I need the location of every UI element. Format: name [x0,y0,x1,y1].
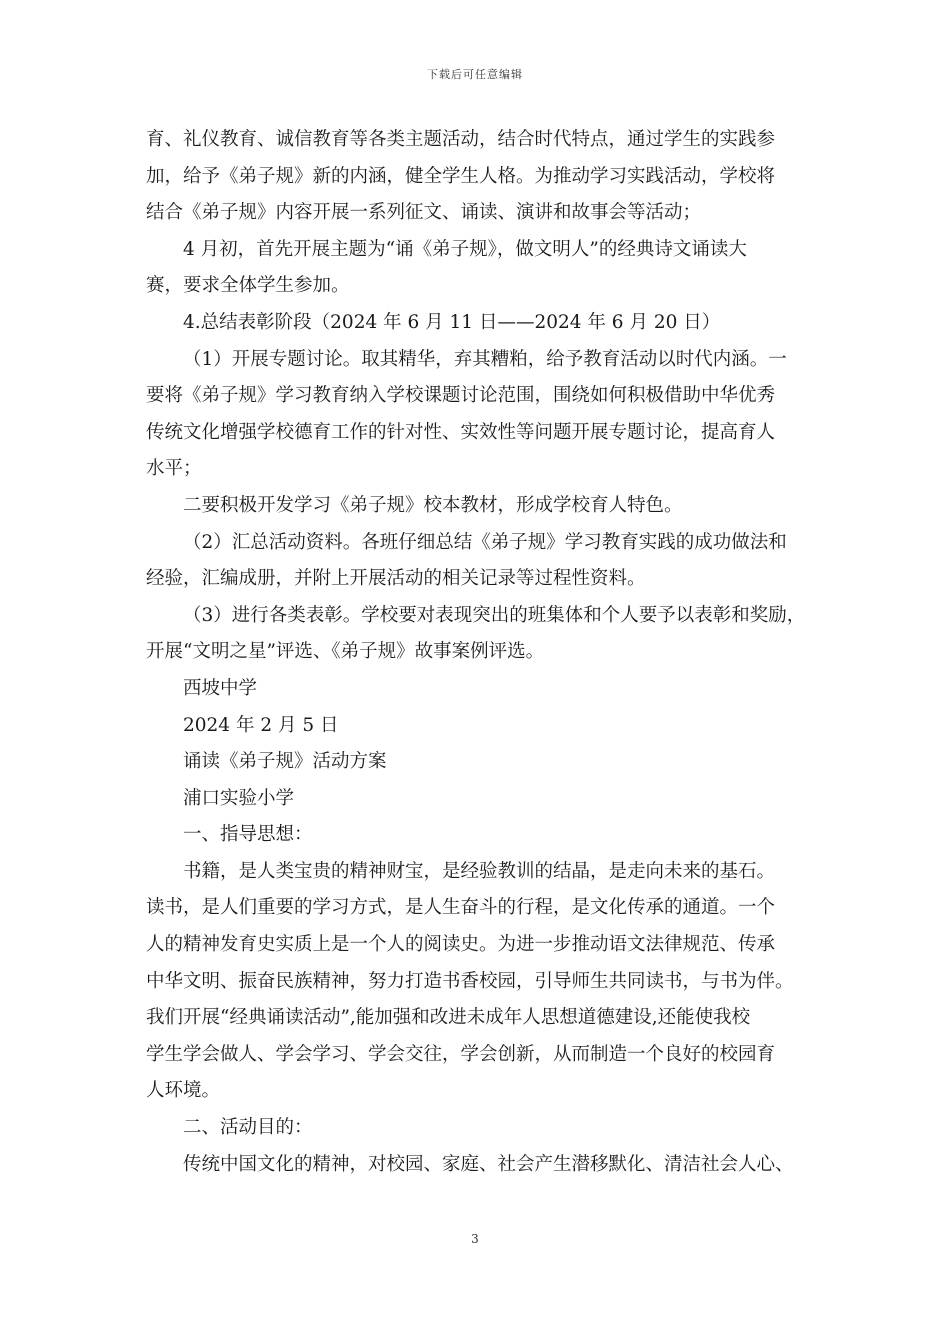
body-line: 开展“文明之星”评选、《弟子规》故事案例评选。 [146,641,545,663]
body-line: 赛，要求全体学生参加。 [146,275,350,297]
body-line: （2）汇总活动资料。各班仔细总结《弟子规》学习教育实践的成功做法和 [183,531,787,553]
body-line: 水平； [146,458,202,480]
body-line: 读书，是人们重要的学习方式，是人生奋斗的行程，是文化传承的通道。一个 [146,897,776,919]
body-line: 人的精神发育史实质上是一个人的阅读史。为进一步推动语文法律规范、传承 [146,934,776,956]
signature-school: 西坡中学 [183,677,258,699]
page-number: 3 [471,1232,479,1246]
body-line: 经验，汇编成册，并附上开展活动的相关记录等过程性资料。 [146,568,646,590]
body-line: 中华文明、振奋民族精神，努力打造书香校园，引导师生共同读书，与书为伴。 [146,970,794,992]
body-line: 加，给予《弟子规》新的内涵，健全学生人格。为推动学习实践活动，学校将 [146,165,776,187]
body-line: 书籍，是人类宝贵的精神财宝，是经验教训的结晶，是走向未来的基石。 [183,860,776,882]
body-line: （1）开展专题讨论。取其精华，弃其糟粕，给予教育活动以时代内涵。一 [183,348,787,370]
body-line: 育、礼仪教育、诚信教育等各类主题活动，结合时代特点，通过学生的实践参 [146,129,776,150]
body-line: 要将《弟子规》学习教育纳入学校课题讨论范围，围绕如何积极借助中华优秀 [146,385,776,407]
document-title: 诵读《弟子规》活动方案 [183,751,387,773]
section-heading: 4.总结表彰阶段（2024 年 6 月 11 日——2024 年 6 月 20 日） [183,311,721,333]
body-line: 传统中国文化的精神，对校园、家庭、社会产生潜移默化、清洁社会人心、 [183,1153,794,1175]
document-body [146,122,814,1183]
body-line: 4 月初，首先开展主题为“诵《弟子规》，做文明人”的经典诗文诵读大 [183,238,747,260]
signature-date: 2024 年 2 月 5 日 [183,714,339,736]
body-line: 人环境。 [146,1080,221,1102]
body-line: （3）进行各类表彰。学校要对表现突出的班集体和个人要予以表彰和奖励， [183,604,806,626]
section-heading: 二、活动目的： [183,1117,313,1139]
body-line: 二要积极开发学习《弟子规》校本教材，形成学校育人特色。 [183,494,683,516]
section-heading: 一、指导思想： [183,824,313,846]
body-line: 结合《弟子规》内容开展一系列征文、诵读、演讲和故事会等活动； [146,202,702,224]
body-line: 学生学会做人、学会学习、学会交往，学会创新，从而制造一个良好的校园育 [146,1043,776,1065]
document-author: 浦口实验小学 [183,787,295,809]
body-line: 传统文化增强学校德育工作的针对性、实效性等问题开展专题讨论，提高育人 [146,421,776,443]
page-header: 下载后可任意编辑 [427,68,523,81]
body-line: 我们开展“经典诵读活动”,能加强和改进未成年人思想道德建设,还能使我校 [146,1007,751,1029]
